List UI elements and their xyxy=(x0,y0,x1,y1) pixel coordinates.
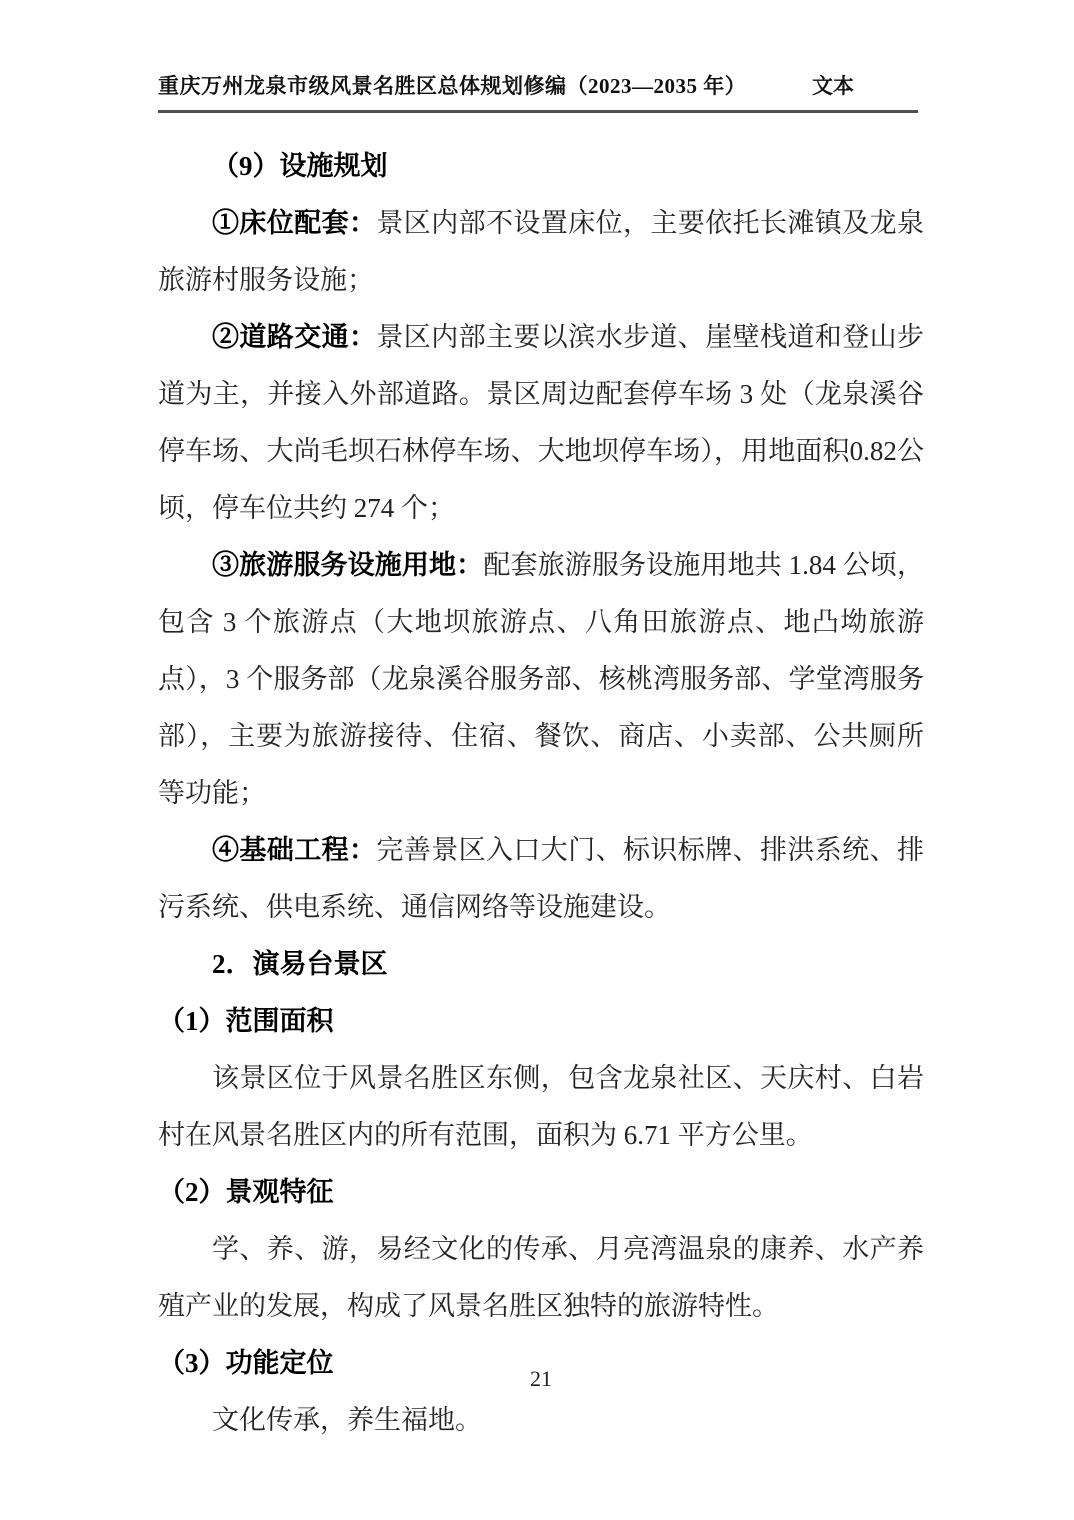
paragraph-label-tourism-service-land: ③旅游服务设施用地： xyxy=(212,550,484,580)
paragraph-scope-area: 该景区位于风景名胜区东侧，包含龙泉社区、天庆村、白岩村在风景名胜区内的所有范围，面积为 6.71 平方公里。 xyxy=(158,1063,924,1150)
paragraph-landscape-features: 学、养、游，易经文化的传承、月亮湾温泉的康养、水产养殖产业的发展，构成了风景名胜区独特的旅游特性。 xyxy=(158,1234,924,1321)
paragraph-label-bed-allocation: ①床位配套： xyxy=(212,208,377,238)
subsection-heading-scope-area: （1）范围面积 xyxy=(158,1006,334,1036)
paragraph-text-tourism-service-land: 配套旅游服务设施用地共 1.84 公顷，包含 3 个旅游点（大地坝旅游点、八角田旅游点、地凸坳旅游点），3 个服务部（龙泉溪谷服务部、核桃湾服务部、学堂湾服务部），主要为旅游接待、住宿、餐饮、商店、小卖部、公共厕所等功能； xyxy=(158,550,925,808)
page-number: 21 xyxy=(530,1366,552,1391)
page-header xyxy=(158,70,918,113)
paragraph-label-infrastructure: ④基础工程： xyxy=(212,835,377,865)
subsection-heading-landscape-features: （2）景观特征 xyxy=(158,1177,334,1207)
paragraph-bed-allocation xyxy=(158,195,924,309)
header-doc-type: 文本 xyxy=(812,74,854,98)
paragraph-tourism-service-land xyxy=(158,537,924,822)
paragraph-infrastructure xyxy=(158,822,924,936)
document-body xyxy=(158,138,924,1449)
section-heading-yanyitai-scenic-area: 2．演易台景区 xyxy=(212,949,388,979)
section-heading-facilities-planning: （9）设施规划 xyxy=(212,151,388,181)
paragraph-road-traffic xyxy=(158,309,924,537)
paragraph-text-infrastructure: 完善景区入口大门、标识标牌、排洪系统、排污系统、供电系统、通信网络等设施建设。 xyxy=(158,835,925,922)
paragraph-label-road-traffic: ②道路交通： xyxy=(212,322,377,352)
subsection-heading-functional-positioning: （3）功能定位 xyxy=(158,1348,334,1378)
paragraph-text-road-traffic: 景区内部主要以滨水步道、崖壁栈道和登山步道为主，并接入外部道路。景区周边配套停车场 3 处（龙泉溪谷停车场、大尚毛坝石林停车场、大地坝停车场），用地面积0.82公顷，停车位共约 274 个； xyxy=(158,322,925,523)
header-title: 重庆万州龙泉市级风景名胜区总体规划修编（2023—2035 年） xyxy=(158,74,747,98)
page-footer xyxy=(158,1366,924,1392)
paragraph-functional-positioning: 文化传承，养生福地。 xyxy=(212,1405,482,1435)
paragraph-text-bed-allocation: 景区内部不设置床位，主要依托长滩镇及龙泉旅游村服务设施； xyxy=(158,208,925,295)
